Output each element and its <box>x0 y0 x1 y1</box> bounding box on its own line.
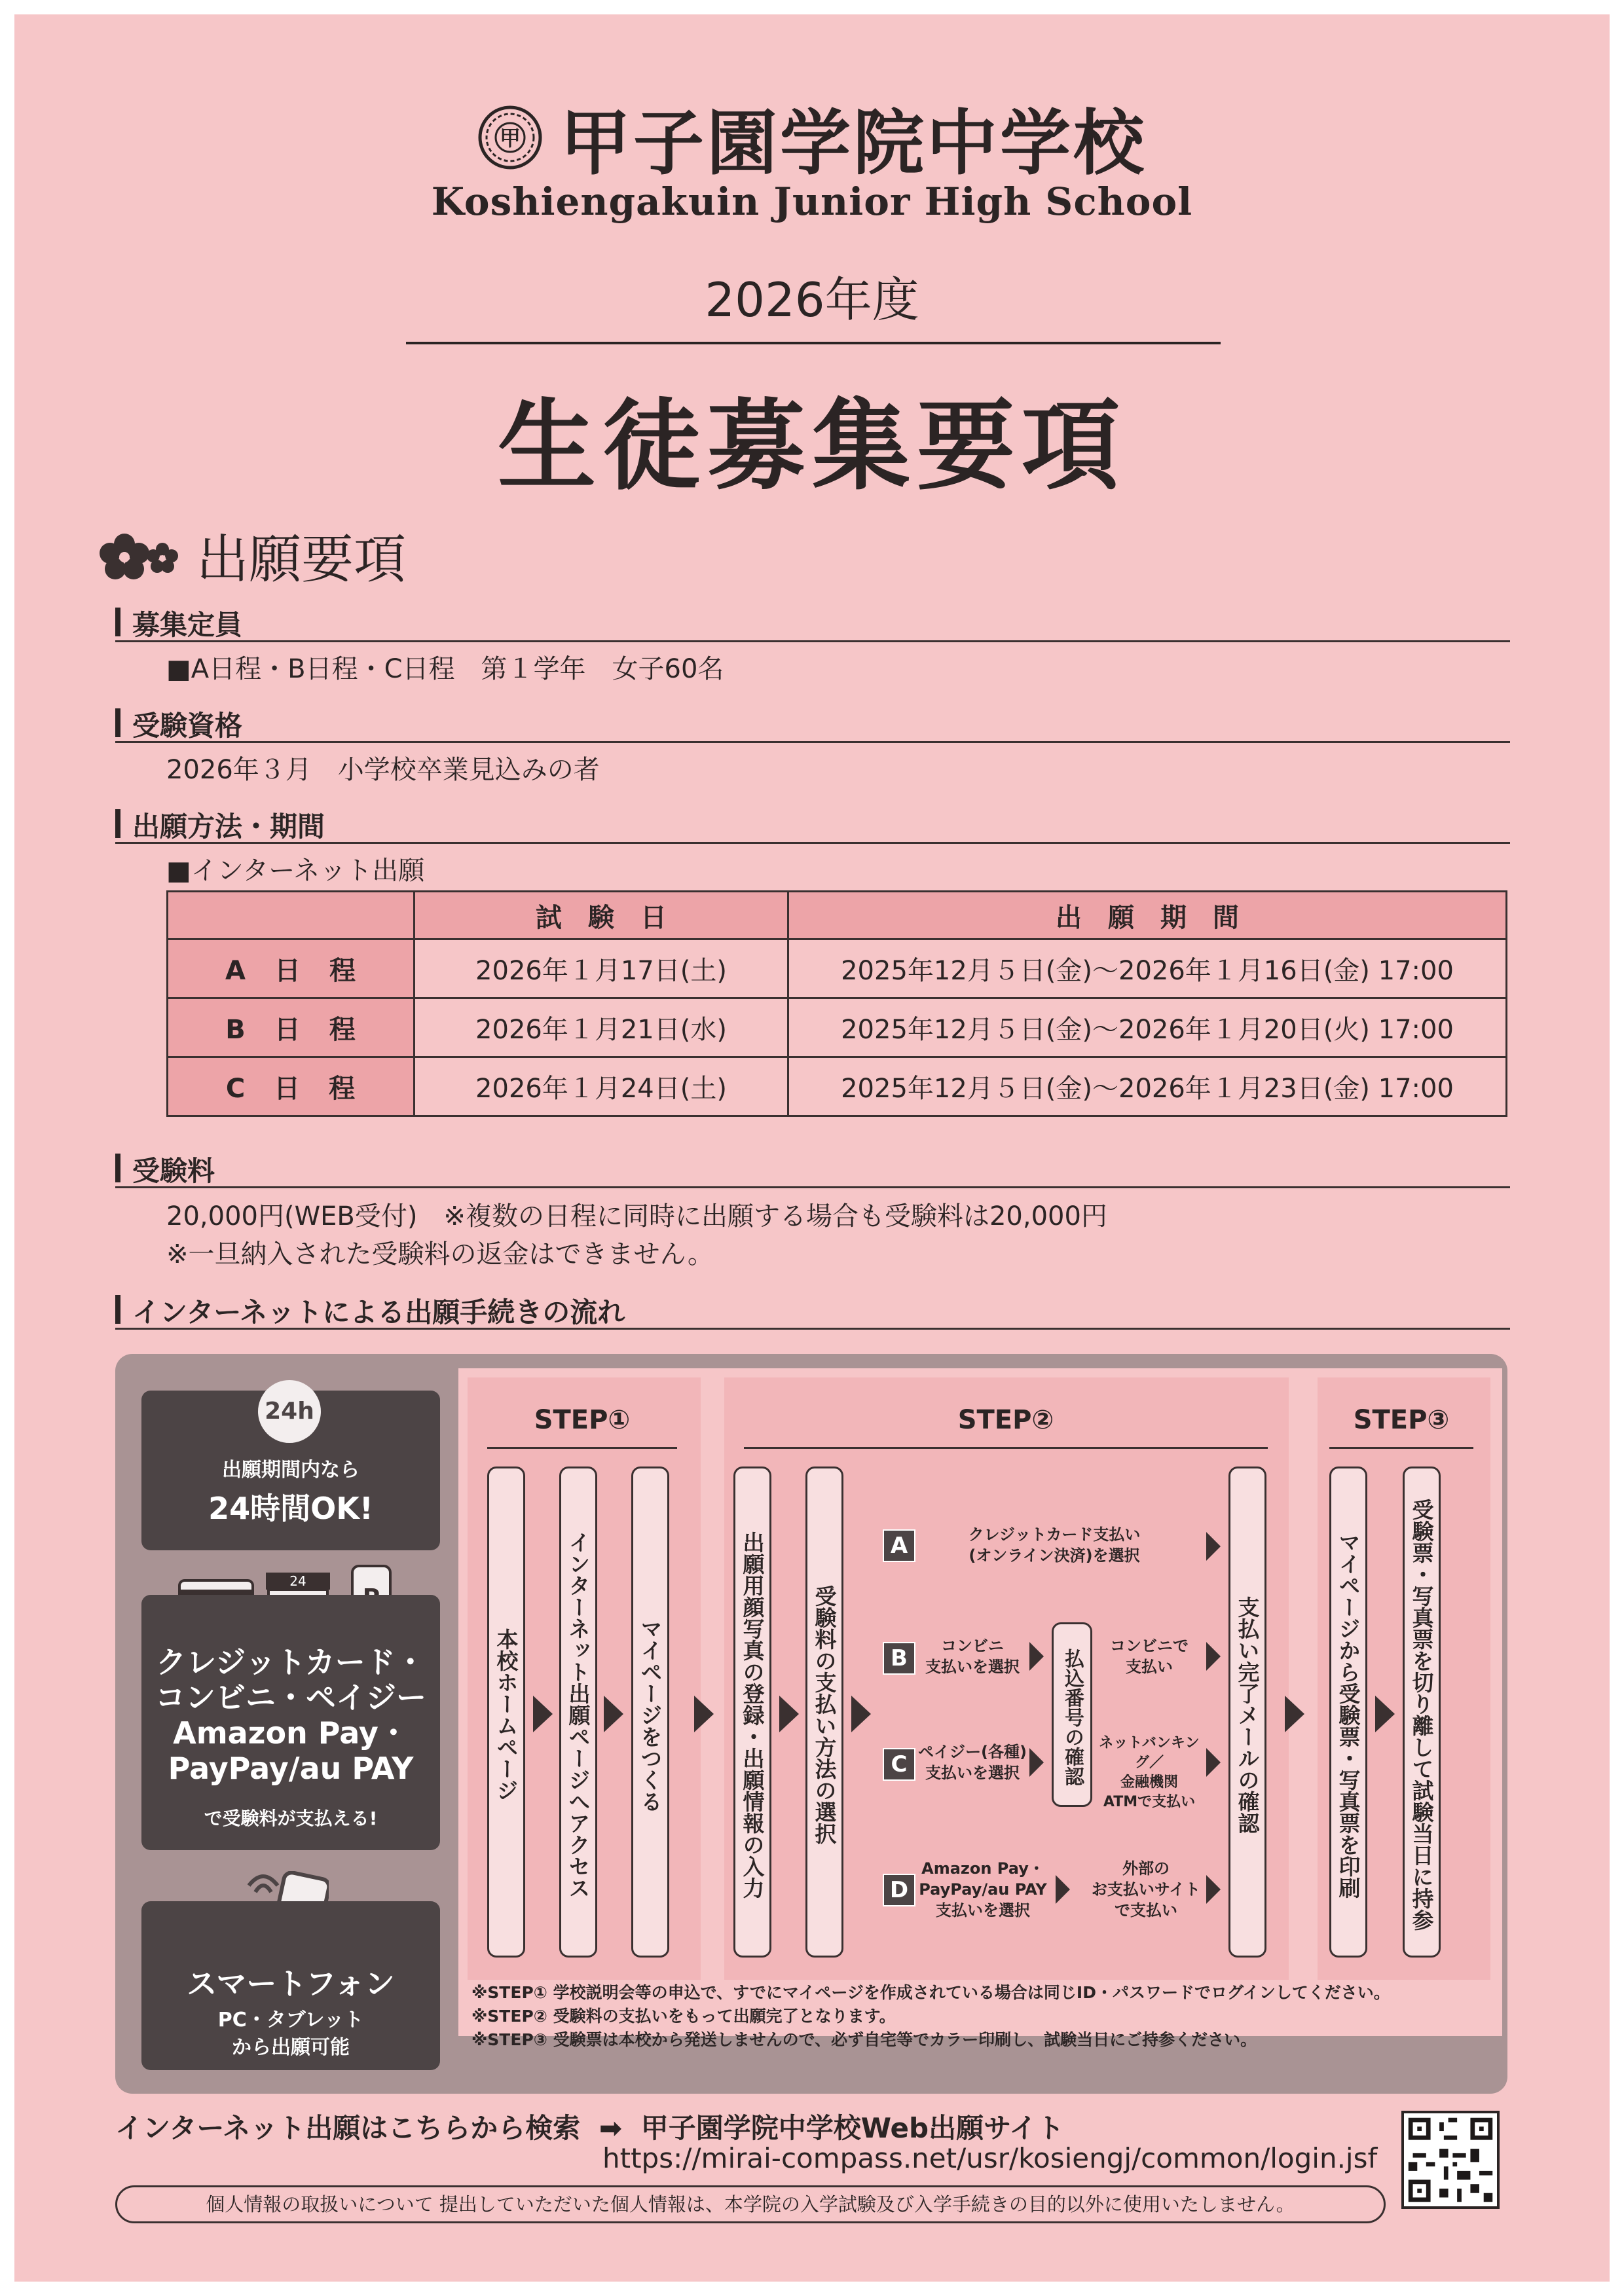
heading-bar <box>115 1154 120 1182</box>
application-period: 2025年12月５日(金)〜2026年１月16日(金) 17:00 <box>788 939 1507 998</box>
payment-line: クレジットカード・ <box>156 1645 426 1680</box>
arrow-right-icon <box>533 1696 553 1732</box>
step1-item-access <box>559 1467 597 1958</box>
option-a-text <box>923 1524 1185 1566</box>
step1-item-text: インターネット出願ページへアクセス <box>565 1531 591 1899</box>
arrow-right-icon <box>1029 1642 1044 1671</box>
option-line: コンビニで <box>1110 1637 1189 1655</box>
note-line: ※STEP② 受験料の支払いをもって出願完了となります。 <box>471 2007 896 2026</box>
step3-item-print <box>1329 1467 1367 1958</box>
option-d-next <box>1087 1858 1205 1921</box>
arrow-right-icon <box>694 1696 714 1732</box>
option-c-text <box>917 1741 1028 1783</box>
step3-item-text: マイページから受験票・写真票を印刷 <box>1335 1531 1361 1899</box>
step3-rule <box>1329 1447 1473 1449</box>
exam-date: 2026年１月17日(土) <box>415 939 788 998</box>
option-line: 支払い <box>1126 1658 1173 1676</box>
option-b-next <box>1100 1635 1198 1677</box>
fee-heading-text: 受験料 <box>132 1155 215 1187</box>
step1-item-text: マイページをつくる <box>637 1617 663 1812</box>
payment-number-text: 払込番号の確認 <box>1061 1649 1084 1786</box>
table-row <box>168 939 1507 998</box>
option-d-text <box>914 1858 1052 1921</box>
section-title-text: 出願要項 <box>196 529 406 590</box>
clock-24h-icon: 24h <box>258 1380 321 1443</box>
option-b-text <box>917 1635 1028 1677</box>
smartphone-title: スマートフォン <box>187 1966 395 2001</box>
feature-smartphone-box <box>141 1901 440 2070</box>
option-letter: D <box>883 1874 915 1906</box>
search-label: インターネット出願はこちらから検索 <box>115 2112 581 2144</box>
heading-bar <box>115 708 120 737</box>
payment-line: PayPay/au PAY <box>168 1751 414 1786</box>
application-period: 2025年12月５日(金)〜2026年１月23日(金) 17:00 <box>788 1057 1507 1116</box>
schedule-table <box>166 890 1507 1117</box>
eligibility-heading <box>115 702 1510 743</box>
feature-payment-box <box>141 1595 440 1850</box>
arrow-right-icon <box>1375 1696 1395 1732</box>
search-prompt <box>115 2107 1064 2146</box>
eligibility-text: 2026年３月 小学校卒業見込みの者 <box>166 755 600 785</box>
option-line: 支払いを選択 <box>936 1901 1030 1920</box>
option-line: Amazon Pay・ <box>921 1859 1044 1878</box>
arrow-right-icon <box>1285 1696 1304 1732</box>
capacity-heading <box>115 601 1510 642</box>
step2-rule <box>744 1447 1268 1449</box>
option-c-next <box>1095 1734 1204 1812</box>
application-heading <box>115 803 1510 844</box>
step2-item-text: 受験料の支払い方法の選択 <box>811 1585 838 1844</box>
academic-year: 2026年度 <box>705 272 919 327</box>
schedule-label: C日程 <box>168 1057 415 1116</box>
heading-bar <box>115 608 120 636</box>
table-row <box>168 998 1507 1057</box>
payment-number-box <box>1052 1622 1092 1807</box>
arrow-right-icon <box>779 1696 799 1732</box>
option-line: 外部の <box>1122 1859 1170 1878</box>
table-header-cell <box>168 892 415 939</box>
heading-bar <box>115 809 120 838</box>
flow-notes <box>471 1981 1390 2052</box>
payment-complete-text: 支払い完了メールの確認 <box>1234 1595 1261 1834</box>
option-letter: C <box>883 1748 915 1781</box>
option-line: (オンライン決済)を選択 <box>969 1546 1140 1565</box>
option-line: ATMで支払い <box>1103 1794 1196 1810</box>
step2-label: STEP② <box>957 1405 1054 1435</box>
arrow-right-icon: ➡ <box>599 2112 623 2144</box>
option-line: クレジットカード支払い <box>968 1525 1141 1544</box>
emblem-char: 甲 <box>499 125 521 151</box>
option-line: お支払いサイト <box>1091 1880 1201 1899</box>
school-emblem-icon <box>477 105 543 170</box>
step3-label: STEP③ <box>1353 1405 1450 1435</box>
schedule-label: A日程 <box>168 939 415 998</box>
arrow-right-icon <box>604 1696 623 1732</box>
payment-sub: で受験料が支払える! <box>204 1808 378 1829</box>
arrow-right-icon <box>1029 1748 1044 1777</box>
arrow-right-icon <box>851 1696 871 1732</box>
option-line: で支払い <box>1115 1901 1177 1920</box>
fee-line-2: ※一旦納入された受験料の返金はできません。 <box>166 1239 714 1269</box>
feature-24h-line1: 出願期間内なら <box>222 1459 360 1482</box>
fee-line-1: 20,000円(WEB受付) ※複数の日程に同時に出願する場合も受験料は20,000円 <box>166 1201 1107 1231</box>
option-line: ネットバンキング／ <box>1099 1735 1200 1771</box>
search-target[interactable]: 甲子園学院中学校Web出願サイト <box>640 2112 1065 2144</box>
step2-item-register <box>733 1467 771 1958</box>
step2-item-select-payment <box>805 1467 843 1958</box>
payment-line: コンビニ・ペイジー <box>155 1680 426 1715</box>
table-row <box>168 1057 1507 1116</box>
capacity-text: ■A日程・B日程・C日程 第１学年 女子60名 <box>166 654 724 684</box>
arrow-right-icon <box>1056 1875 1070 1904</box>
note-line: ※STEP① 学校説明会等の申込で、すでにマイページを作成されている場合は同じID・パスワードでログインしてください。 <box>471 1983 1390 2002</box>
step1-rule <box>487 1447 677 1449</box>
step1-item-text: 本校ホームページ <box>493 1628 519 1801</box>
page-title: 生徒募集要項 <box>497 388 1126 503</box>
step1-item-homepage <box>487 1467 525 1958</box>
step2-item-text: 出願用顔写真の登録・出願情報の入力 <box>739 1531 766 1899</box>
table-header-cell: 試 験 日 <box>415 892 788 939</box>
eligibility-heading-text: 受験資格 <box>132 710 243 742</box>
title-divider <box>406 342 1221 344</box>
step3-item-text: 受験票・写真票を切り離して試験当日に持参 <box>1409 1499 1435 1931</box>
capacity-heading-text: 募集定員 <box>132 609 243 641</box>
option-line: 支払いを選択 <box>925 1658 1020 1676</box>
option-line: 金融機関 <box>1120 1774 1178 1791</box>
flow-heading <box>115 1288 1510 1330</box>
table-header-cell: 出 願 期 間 <box>788 892 1507 939</box>
fee-heading <box>115 1147 1510 1188</box>
payment-methods <box>141 1645 440 1786</box>
flow-heading-text: インターネットによる出願手続きの流れ <box>132 1296 625 1328</box>
option-line: PayPay/au PAY <box>919 1880 1047 1899</box>
option-line: 支払いを選択 <box>925 1764 1020 1782</box>
note-line: ※STEP③ 受験票は本校から発送しませんので、必ず自宅等でカラー印刷し、試験当日にご持参ください。 <box>471 2030 1257 2049</box>
application-site-url[interactable]: https://mirai-compass.net/usr/kosiengj/common/login.jsf <box>602 2142 1378 2174</box>
payment-line: Amazon Pay・ <box>173 1715 409 1751</box>
section-title <box>98 517 406 592</box>
flower-icon <box>98 526 183 585</box>
smartphone-sub-1: PC・タブレット <box>217 2009 364 2032</box>
schedule-label: B日程 <box>168 998 415 1057</box>
arrow-right-icon <box>1206 1642 1221 1671</box>
arrow-right-icon <box>1206 1748 1221 1777</box>
qr-code-icon[interactable] <box>1401 2111 1500 2209</box>
feature-24h-box <box>141 1391 440 1550</box>
application-heading-text: 出願方法・期間 <box>132 811 325 843</box>
school-name-en: Koshiengakuin Junior High School <box>431 179 1193 224</box>
option-line: コンビニ <box>941 1637 1004 1655</box>
exam-date: 2026年１月24日(土) <box>415 1057 788 1116</box>
application-period: 2025年12月５日(金)〜2026年１月20日(火) 17:00 <box>788 998 1507 1057</box>
option-letter: A <box>883 1529 915 1562</box>
heading-bar <box>115 1295 120 1324</box>
payment-complete-box <box>1228 1467 1266 1958</box>
school-header <box>0 86 1624 188</box>
option-letter: B <box>883 1642 915 1675</box>
step3-item-bring <box>1403 1467 1441 1958</box>
svg-text:24: 24 <box>289 1573 306 1589</box>
application-method: ■インターネット出願 <box>166 856 425 886</box>
school-name-jp: 甲子園学院中学校 <box>559 102 1147 185</box>
step1-item-mypage <box>631 1467 669 1958</box>
privacy-notice: 個人情報の取扱いについて 提出していただいた個人情報は、本学院の入学試験及び入学手続きの目的以外に使用いたしません。 <box>115 2185 1386 2223</box>
exam-date: 2026年１月21日(水) <box>415 998 788 1057</box>
arrow-right-icon <box>1206 1532 1221 1561</box>
arrow-right-icon <box>1206 1875 1221 1904</box>
step1-label: STEP① <box>534 1405 631 1435</box>
table-header-row <box>168 892 1507 939</box>
feature-24h-line2: 24時間OK! <box>208 1491 373 1526</box>
smartphone-sub-2: から出願可能 <box>232 2036 350 2059</box>
option-line: ペイジー(各種) <box>918 1743 1027 1761</box>
